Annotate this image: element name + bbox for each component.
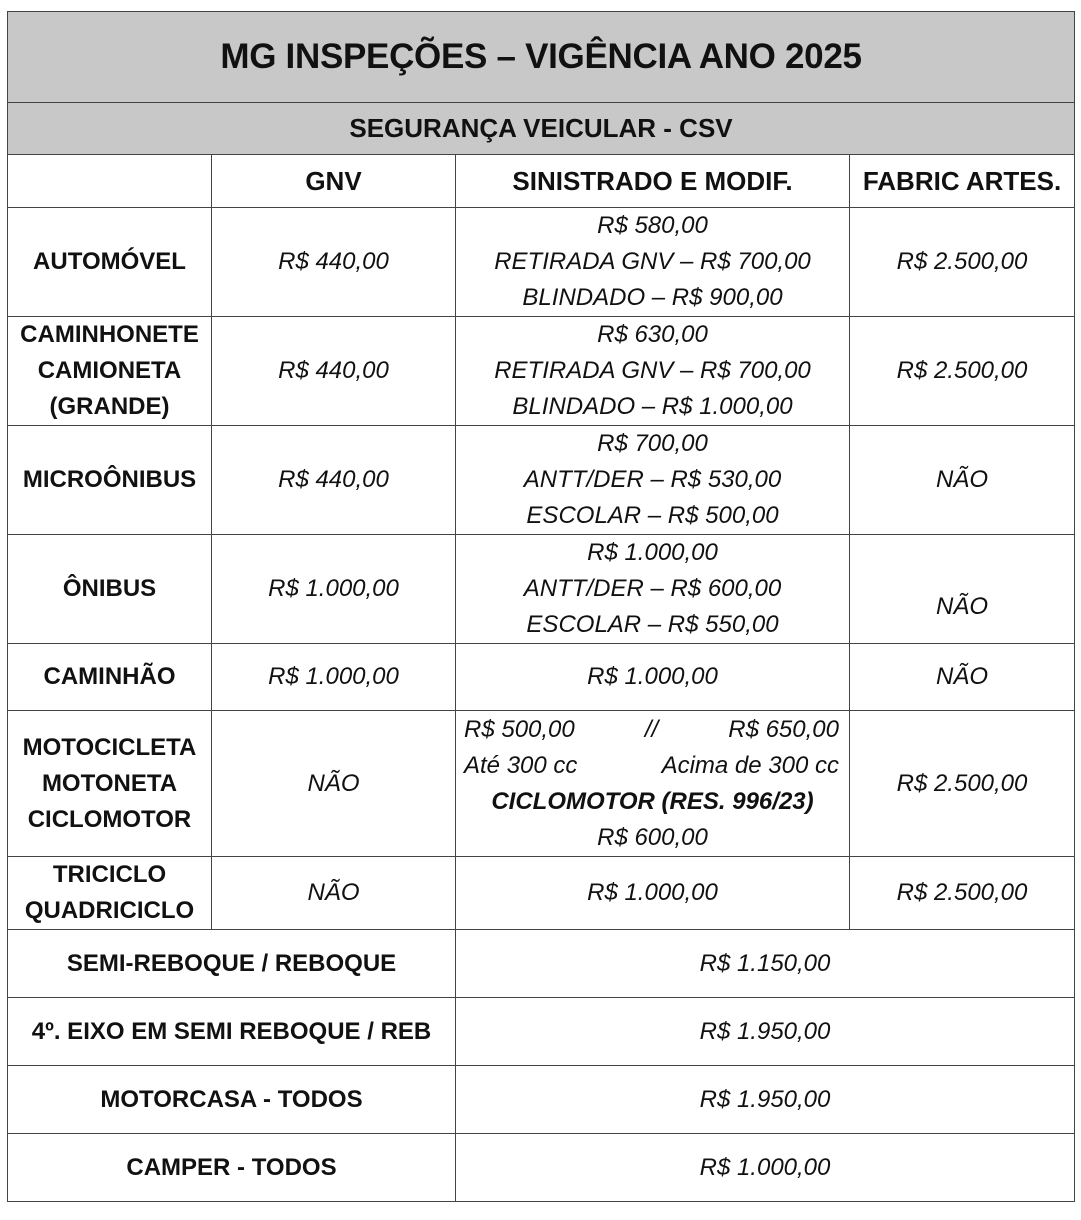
gnv-value: R$ 1.000,00 [212, 535, 456, 644]
wide-row [8, 930, 1075, 998]
category-line: CAMINHÃO [43, 663, 176, 690]
sinistrado-value [456, 208, 850, 317]
sinistrado-value [456, 426, 850, 535]
category-line: AUTOMÓVEL [33, 248, 186, 275]
fabric-value: NÃO [850, 535, 1075, 644]
sinistrado-line: R$ 580,00 [597, 212, 708, 239]
sinistrado-line: R$ 700,00 [597, 430, 708, 457]
sinistrado-line: BLINDADO – R$ 1.000,00 [512, 393, 793, 420]
category-line: (GRANDE) [49, 393, 170, 420]
sinistrado-line: R$ 1.000,00 [587, 663, 718, 690]
moto-label-high: Acima de 300 cc [661, 751, 839, 779]
sinistrado-value [456, 535, 850, 644]
moto-price-high: R$ 650,00 [728, 715, 839, 743]
table-row [8, 535, 1075, 644]
sinistrado-line: RETIRADA GNV – R$ 700,00 [494, 248, 811, 275]
category-line: QUADRICICLO [24, 897, 195, 924]
wide-row-value: R$ 1.000,00 [456, 1134, 1075, 1202]
sinistrado-value [456, 644, 850, 711]
sinistrado-line: ESCOLAR – R$ 500,00 [526, 502, 779, 529]
row-category [8, 426, 212, 535]
sinistrado-line: ANTT/DER – R$ 600,00 [523, 575, 782, 602]
sinistrado-line: BLINDADO – R$ 900,00 [522, 284, 783, 311]
gnv-value: R$ 1.000,00 [212, 644, 456, 711]
category-line: MICROÔNIBUS [22, 466, 197, 493]
sinistrado-line: R$ 1.000,00 [587, 539, 718, 566]
row-category [8, 317, 212, 426]
fabric-value: R$ 2.500,00 [850, 208, 1075, 317]
table-row [8, 426, 1075, 535]
fabric-value: NÃO [850, 644, 1075, 711]
table-title: MG INSPEÇÕES – VIGÊNCIA ANO 2025 [8, 12, 1075, 103]
sinistrado-line: ESCOLAR – R$ 550,00 [526, 611, 779, 638]
category-line: TRICICLO [52, 861, 167, 888]
header-empty [8, 155, 212, 208]
wide-row-value: R$ 1.950,00 [456, 1066, 1075, 1134]
sinistrado-line: R$ 630,00 [597, 321, 708, 348]
gnv-value: NÃO [212, 711, 456, 857]
header-sinistrado: SINISTRADO E MODIF. [456, 155, 850, 208]
moto-label-pair [456, 748, 849, 784]
sinistrado-line: RETIRADA GNV – R$ 700,00 [494, 357, 811, 384]
sinistrado-value [456, 711, 850, 857]
header-fabric: FABRIC ARTES. [850, 155, 1075, 208]
sinistrado-value [456, 317, 850, 426]
table-row [8, 857, 1075, 930]
category-line: MOTONETA [41, 769, 178, 797]
wide-row-value: R$ 1.950,00 [456, 998, 1075, 1066]
category-line: MOTOCICLETA [22, 733, 197, 761]
moto-label-low: Até 300 cc [464, 751, 578, 779]
gnv-value: R$ 440,00 [212, 317, 456, 426]
moto-price-pair [456, 712, 849, 748]
wide-row-label: CAMPER - TODOS [8, 1134, 456, 1202]
table-subtitle: SEGURANÇA VEICULAR - CSV [8, 103, 1075, 155]
wide-row-label: 4º. EIXO EM SEMI REBOQUE / REB [8, 998, 456, 1066]
fabric-value: R$ 2.500,00 [850, 317, 1075, 426]
ciclomotor-label: CICLOMOTOR (RES. 996/23) [491, 787, 814, 815]
wide-row [8, 1134, 1075, 1202]
ciclomotor-price: R$ 600,00 [597, 823, 708, 851]
header-row [8, 155, 1075, 208]
sinistrado-line: ANTT/DER – R$ 530,00 [523, 466, 782, 493]
fabric-value: R$ 2.500,00 [850, 857, 1075, 930]
moto-price-separator: // [644, 715, 659, 743]
gnv-value: NÃO [212, 857, 456, 930]
table-row [8, 644, 1075, 711]
sinistrado-value: R$ 1.000,00 [456, 857, 850, 930]
row-category [8, 644, 212, 711]
wide-row [8, 998, 1075, 1066]
wide-row [8, 1066, 1075, 1134]
table-row [8, 711, 1075, 857]
table-row [8, 208, 1075, 317]
wide-row-value: R$ 1.150,00 [456, 930, 1075, 998]
header-gnv: GNV [212, 155, 456, 208]
moto-price-low: R$ 500,00 [464, 715, 575, 743]
wide-row-label: MOTORCASA - TODOS [8, 1066, 456, 1134]
price-table-container [7, 11, 1074, 1202]
row-category [8, 711, 212, 857]
category-line: CICLOMOTOR [27, 805, 192, 833]
category-line: ÔNIBUS [62, 575, 157, 602]
table-row [8, 317, 1075, 426]
wide-row-label: SEMI-REBOQUE / REBOQUE [8, 930, 456, 998]
gnv-value: R$ 440,00 [212, 208, 456, 317]
price-table [7, 11, 1075, 1202]
category-line: CAMIONETA [37, 357, 182, 384]
row-category [8, 535, 212, 644]
row-category [8, 208, 212, 317]
category-line: CAMINHONETE [20, 321, 199, 348]
gnv-value: R$ 440,00 [212, 426, 456, 535]
row-category [8, 857, 212, 930]
fabric-value: NÃO [850, 426, 1075, 535]
fabric-value: R$ 2.500,00 [850, 711, 1075, 857]
